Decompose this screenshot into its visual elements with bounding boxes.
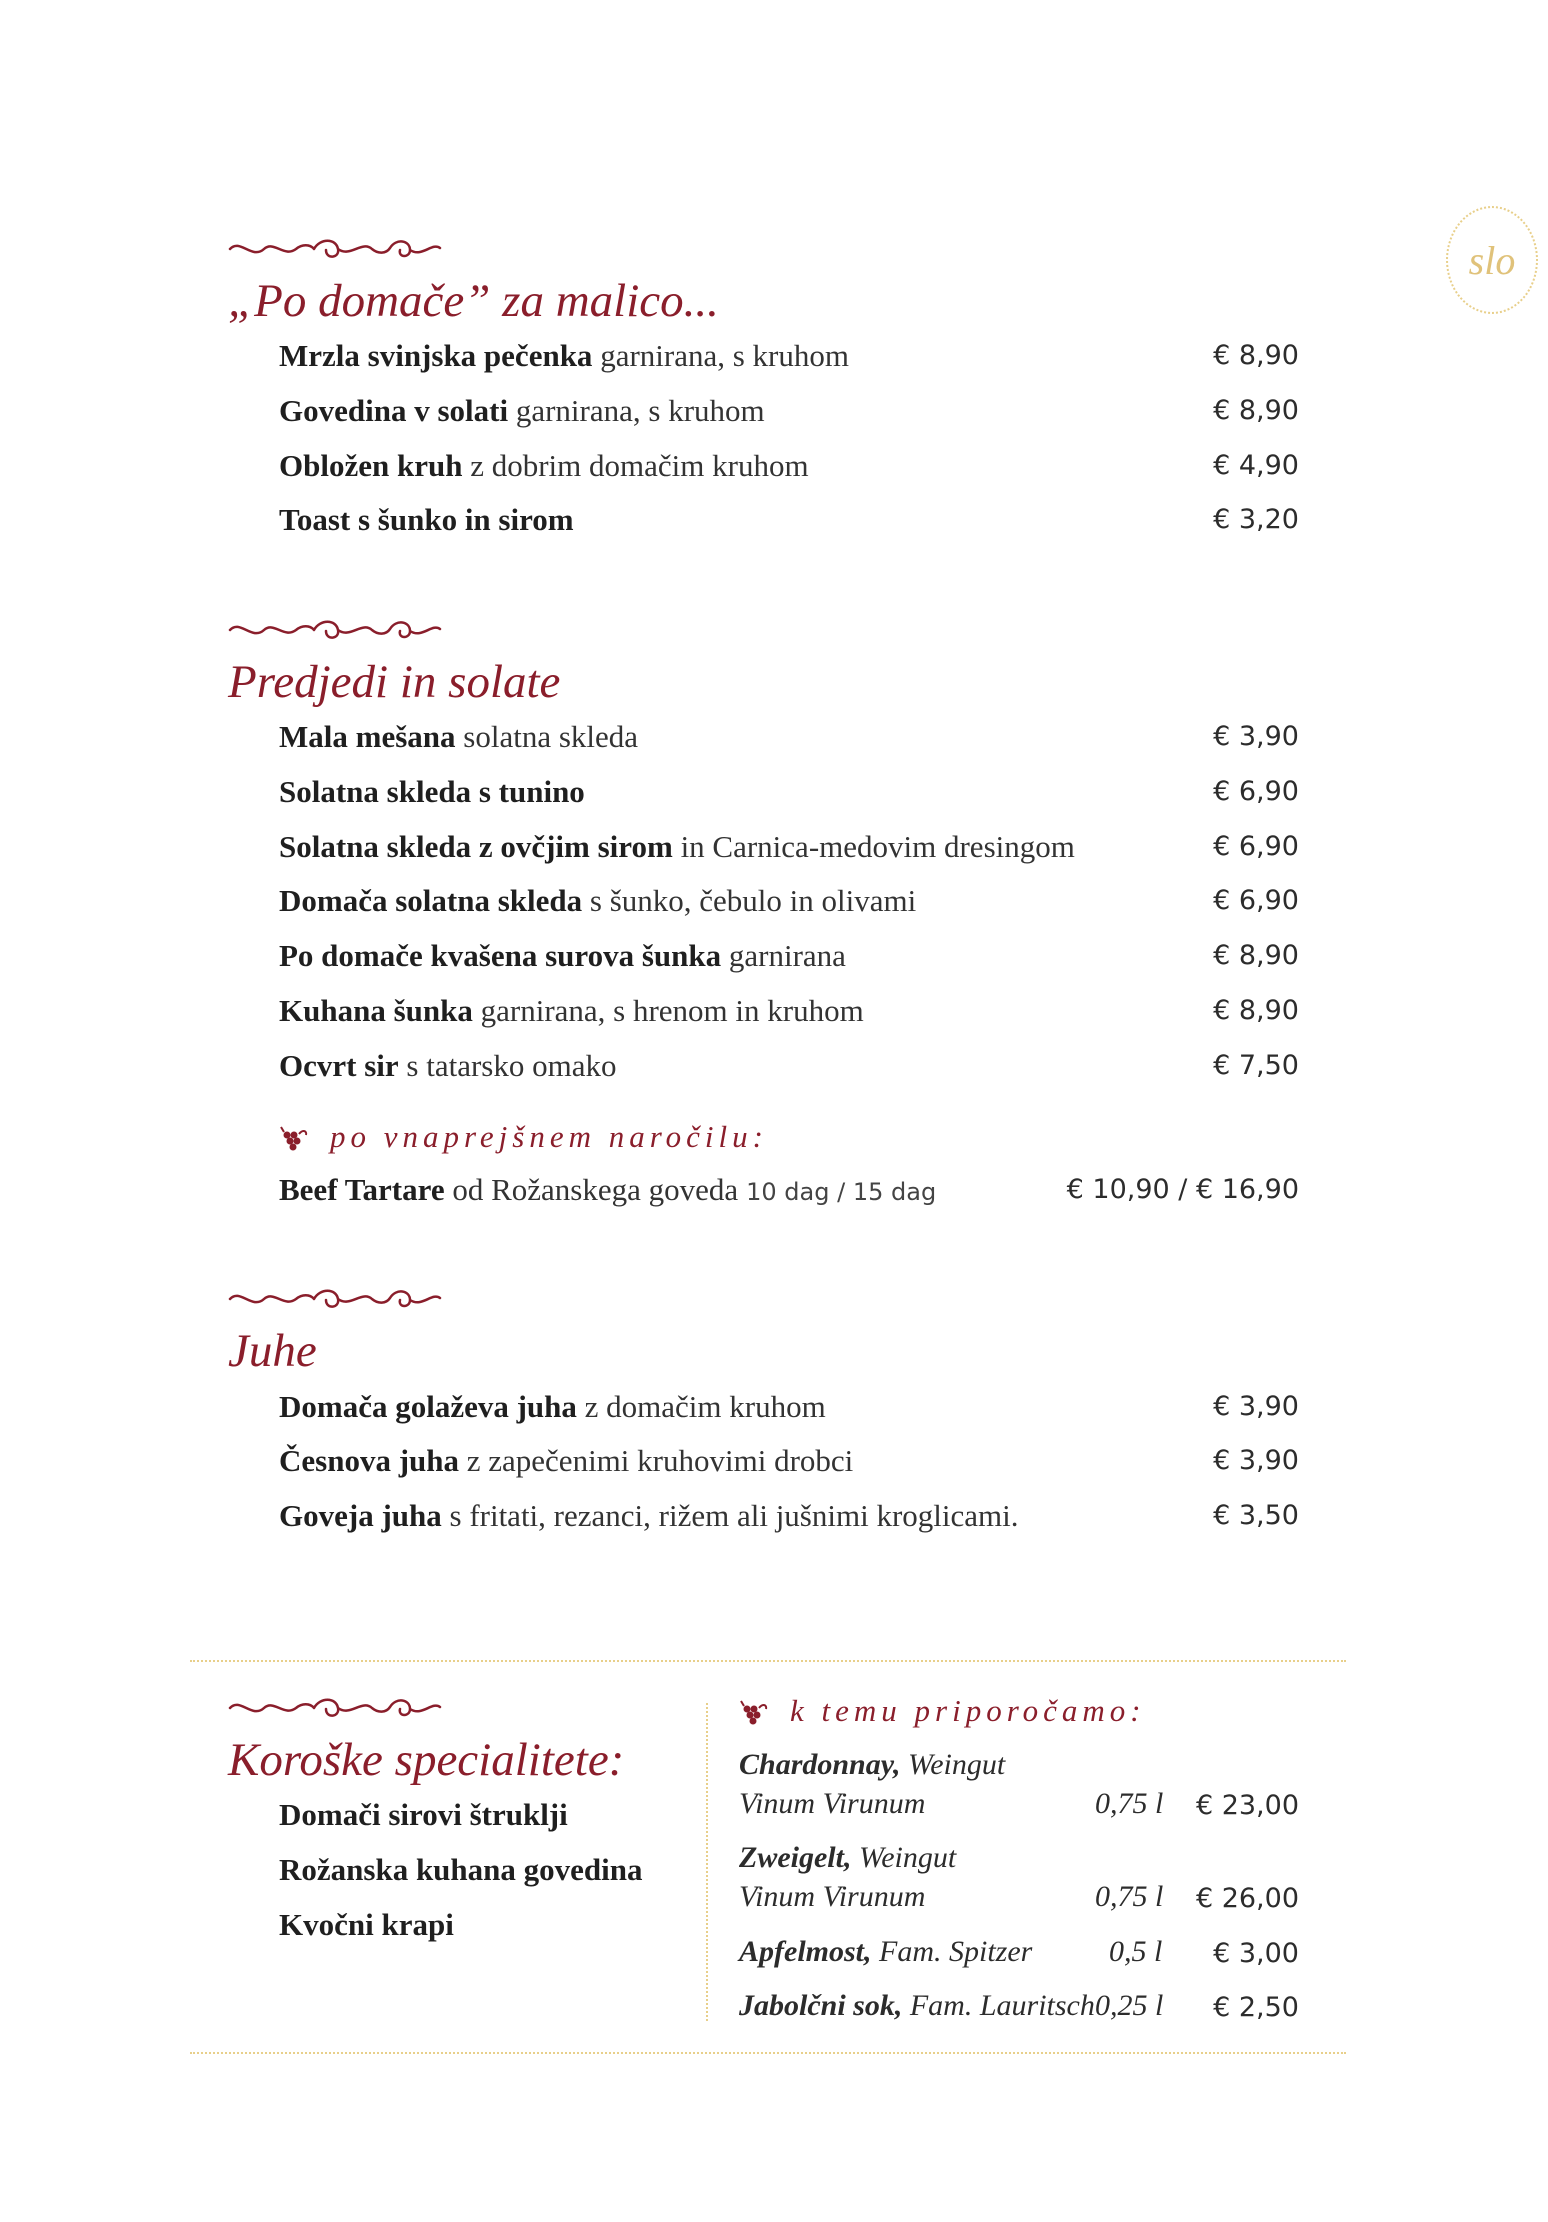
menu-item bbox=[279, 774, 1299, 814]
item-name: Domača golaževa juha bbox=[279, 1389, 577, 1424]
grape-icon bbox=[739, 1697, 776, 1728]
item-size: 10 dag / 15 dag bbox=[746, 1178, 937, 1206]
item-name: Govedina v solati bbox=[279, 393, 509, 428]
item-price: € 4,90 bbox=[1213, 450, 1299, 481]
recommend-title: k temu priporočamo: bbox=[790, 1693, 1146, 1728]
wine-volume: 0,75 l bbox=[1095, 1787, 1164, 1820]
item-description: in Carnica-medovim dresingom bbox=[680, 829, 1075, 864]
item-price: € 3,50 bbox=[1213, 1500, 1299, 1531]
wine-name-line bbox=[739, 1841, 956, 1875]
menu-item bbox=[279, 502, 1299, 542]
item-price: € 3,90 bbox=[1213, 721, 1299, 752]
divider bbox=[190, 1660, 1346, 1662]
item-name: Obložen kruh bbox=[279, 448, 463, 483]
item-description: garnirana, s kruhom bbox=[600, 338, 849, 373]
item-name: Kuhana šunka bbox=[279, 993, 473, 1028]
item-price: € 6,90 bbox=[1213, 885, 1299, 916]
item-name: Solatna skleda z ovčjim sirom bbox=[279, 829, 673, 864]
preorder-note bbox=[279, 1119, 768, 1155]
menu-item bbox=[279, 993, 1299, 1033]
menu-item bbox=[279, 448, 1299, 488]
menu-item bbox=[279, 1048, 1299, 1088]
wine-price: € 3,00 bbox=[1213, 1938, 1299, 1969]
menu-item bbox=[279, 1498, 1299, 1538]
item-description: z domačim kruhom bbox=[584, 1389, 826, 1424]
wine-price: € 23,00 bbox=[1195, 1790, 1299, 1821]
item-description: garnirana, s kruhom bbox=[515, 393, 765, 428]
wine-name: Chardonnay, bbox=[739, 1748, 901, 1781]
section-title: Predjedi in solate bbox=[228, 656, 561, 708]
wine-name: Jabolčni sok, bbox=[739, 1989, 903, 2022]
wine-volume: 0,75 l bbox=[1095, 1880, 1164, 1913]
menu-item bbox=[279, 338, 1299, 378]
item-description: solatna skleda bbox=[463, 719, 639, 754]
specialties-title: Koroške specialitete: bbox=[228, 1734, 625, 1786]
item-name: Solatna skleda s tunino bbox=[279, 774, 585, 809]
item-name: Po domače kvašena surova šunka bbox=[279, 938, 722, 973]
section-title: Juhe bbox=[228, 1325, 317, 1377]
grape-icon bbox=[279, 1123, 316, 1154]
item-description: s šunko, čebulo in olivami bbox=[589, 883, 917, 918]
specialty-item: Kvočni krapi bbox=[279, 1907, 454, 1942]
item-description: garnirana, s hrenom in kruhom bbox=[480, 993, 864, 1028]
item-price: € 8,90 bbox=[1213, 395, 1299, 426]
item-name: Domača solatna skleda bbox=[279, 883, 583, 918]
item-description: s fritati, rezanci, rižem ali jušnimi kroglicami. bbox=[449, 1498, 1019, 1533]
item-name: Česnova juha bbox=[279, 1443, 460, 1478]
flourish-ornament-icon bbox=[226, 1286, 444, 1312]
wine-name: Apfelmost, bbox=[739, 1935, 872, 1968]
item-price: € 10,90 / € 16,90 bbox=[1066, 1174, 1299, 1205]
item-price: € 8,90 bbox=[1213, 940, 1299, 971]
language-badge[interactable] bbox=[1446, 206, 1538, 314]
item-name: Beef Tartare bbox=[279, 1172, 445, 1207]
item-name: Goveja juha bbox=[279, 1498, 442, 1533]
item-price: € 8,90 bbox=[1213, 995, 1299, 1026]
wine-maker: Fam. Lauritsch bbox=[909, 1989, 1095, 2022]
item-price: € 7,50 bbox=[1213, 1050, 1299, 1081]
menu-item bbox=[279, 829, 1299, 869]
wine-name-line bbox=[739, 1989, 1095, 2023]
item-price: € 3,20 bbox=[1213, 504, 1299, 535]
specialty-item: Domači sirovi štruklji bbox=[279, 1797, 568, 1832]
menu-item bbox=[279, 1443, 1299, 1483]
wine-name-line bbox=[739, 1748, 1005, 1782]
menu-item bbox=[279, 393, 1299, 433]
language-label: slo bbox=[1468, 237, 1516, 283]
flourish-ornament-icon bbox=[226, 617, 444, 643]
menu-item bbox=[279, 719, 1299, 759]
flourish-ornament-icon bbox=[226, 1695, 444, 1721]
specialty-item: Rožanska kuhana govedina bbox=[279, 1852, 643, 1887]
item-price: € 6,90 bbox=[1213, 776, 1299, 807]
item-price: € 3,90 bbox=[1213, 1445, 1299, 1476]
item-description: z zapečenimi kruhovimi drobci bbox=[466, 1443, 854, 1478]
wine-price: € 26,00 bbox=[1195, 1883, 1299, 1914]
item-description: s tatarsko omako bbox=[406, 1048, 617, 1083]
item-name: Ocvrt sir bbox=[279, 1048, 399, 1083]
wine-maker-line: Vinum Virunum bbox=[739, 1787, 926, 1820]
wine-price: € 2,50 bbox=[1213, 1992, 1299, 2023]
menu-item bbox=[279, 938, 1299, 978]
wine-maker-line: Vinum Virunum bbox=[739, 1880, 926, 1913]
wine-volume: 0,5 l bbox=[1109, 1935, 1163, 1968]
item-name: Toast s šunko in sirom bbox=[279, 502, 574, 537]
recommend-note bbox=[739, 1693, 1146, 1729]
column-divider bbox=[706, 1703, 708, 2021]
item-name: Mrzla svinjska pečenka bbox=[279, 338, 593, 373]
wine-maker: Weingut bbox=[907, 1748, 1006, 1781]
menu-item bbox=[279, 883, 1299, 923]
preorder-note-text: po vnaprejšnem naročilu: bbox=[330, 1119, 768, 1154]
section-title: „Po domače” za malico... bbox=[228, 275, 719, 327]
wine-volume: 0,25 l bbox=[1095, 1989, 1164, 2022]
item-price: € 3,90 bbox=[1213, 1391, 1299, 1422]
flourish-ornament-icon bbox=[226, 236, 444, 262]
wine-name-line bbox=[739, 1935, 1032, 1969]
item-price: € 6,90 bbox=[1213, 831, 1299, 862]
item-name: Mala mešana bbox=[279, 719, 456, 754]
menu-item bbox=[279, 1389, 1299, 1429]
item-description: garnirana bbox=[728, 938, 846, 973]
wine-maker: Fam. Spitzer bbox=[879, 1935, 1033, 1968]
menu-item-special bbox=[279, 1172, 1299, 1212]
divider bbox=[190, 2052, 1346, 2054]
wine-name: Zweigelt, bbox=[739, 1841, 852, 1874]
item-description: od Rožanskega goveda bbox=[452, 1172, 739, 1207]
wine-maker: Weingut bbox=[858, 1841, 957, 1874]
item-description: z dobrim domačim kruhom bbox=[470, 448, 809, 483]
item-price: € 8,90 bbox=[1213, 340, 1299, 371]
